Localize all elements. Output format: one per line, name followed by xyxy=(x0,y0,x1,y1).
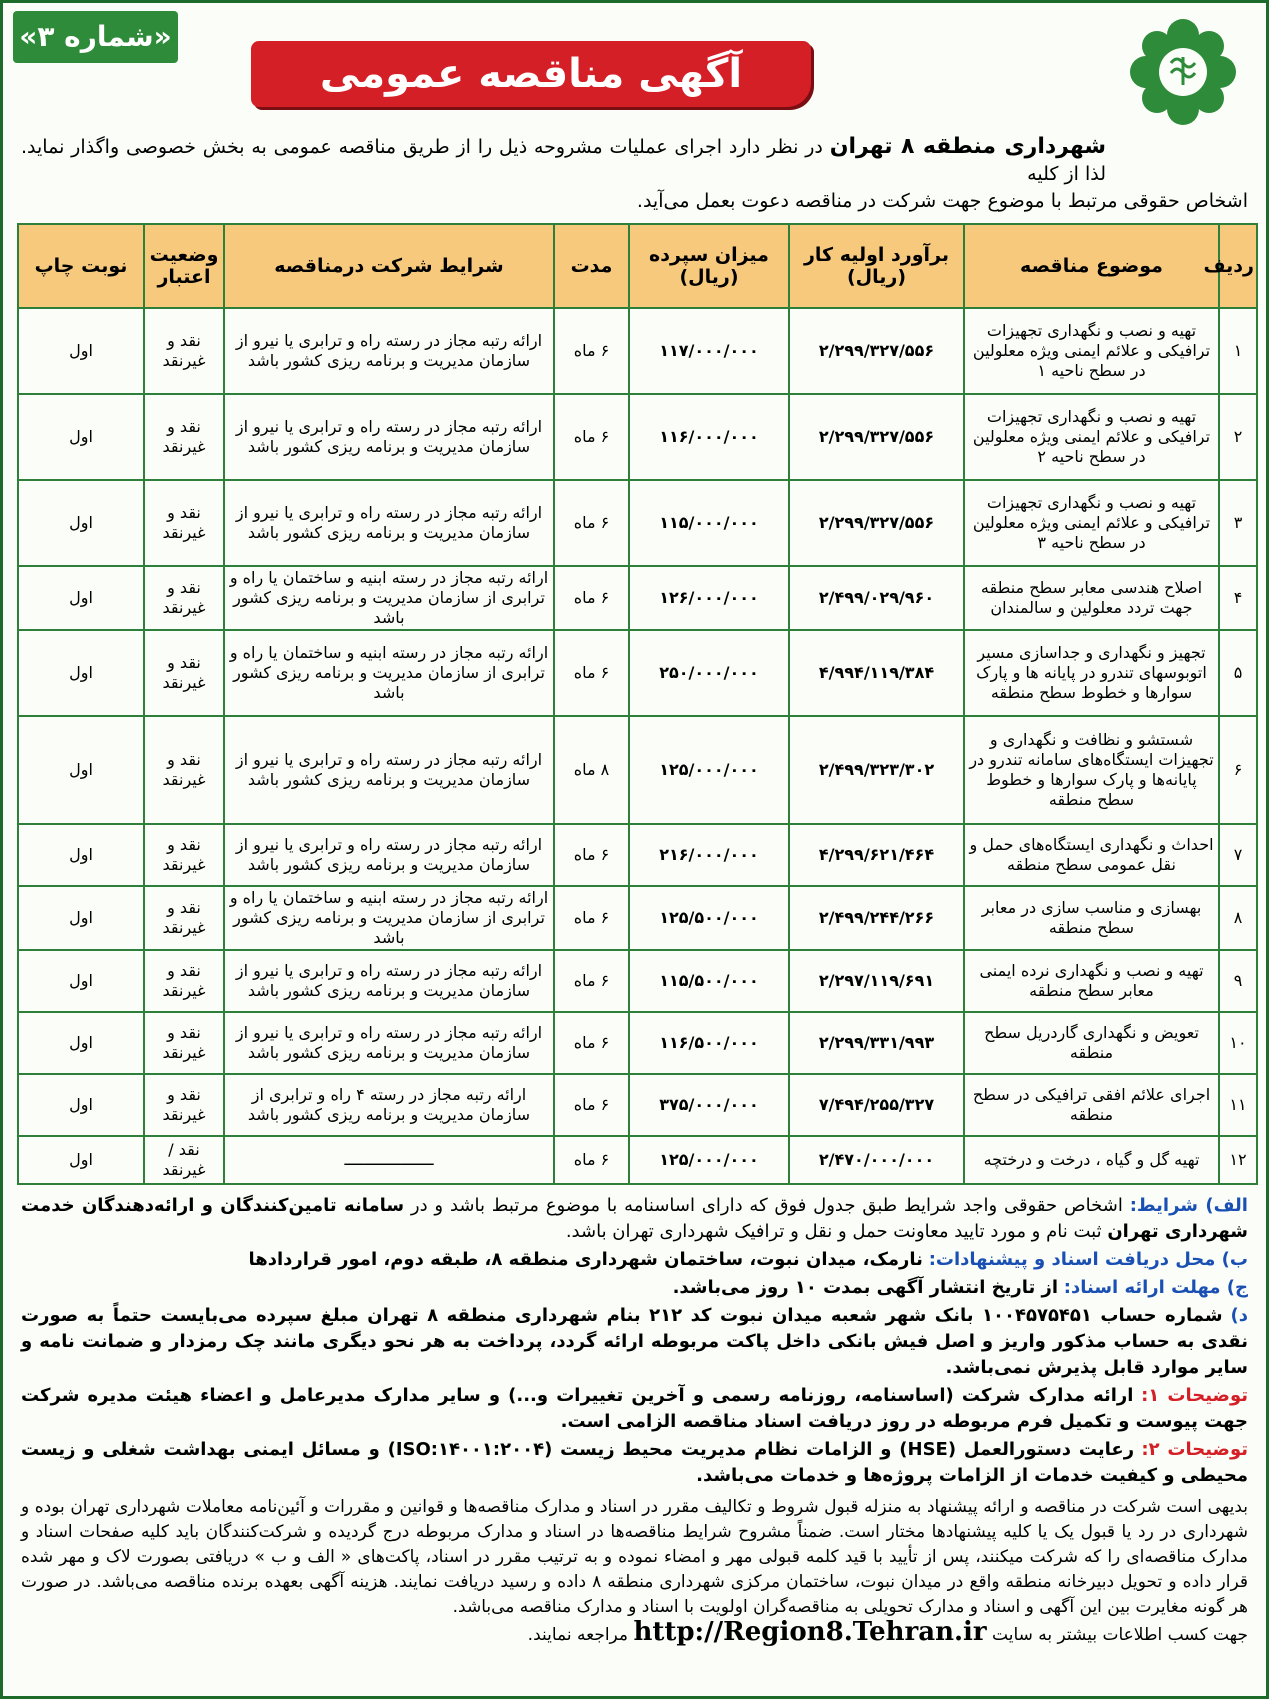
cell-credit: نقد و غیرنقد xyxy=(144,1012,224,1074)
cell-subject: بهسازی و مناسب سازی در معابر سطح منطقه xyxy=(964,886,1219,950)
footer-info-pre: جهت کسب اطلاعات بیشتر به سایت xyxy=(992,1625,1248,1645)
condition-a xyxy=(21,1193,1248,1245)
cell-subject: احداث و نگهداری ایستگاه‌های حمل و نقل عمومی سطح منطقه xyxy=(964,824,1219,886)
cell-no: ۱ xyxy=(1219,308,1257,394)
cell-print: اول xyxy=(18,394,144,480)
footer-info-line xyxy=(21,1617,1248,1648)
note-1-text: ارائه مدارک شرکت (اساسنامه، روزنامه رسمی و آخرین تغییرات و...) و سایر مدارک مدیرعامل و اعضاء هیئت مدیره شرکت جهت پیوست و تکمیل فرم مربوطه در روز دریافت اسناد مناقصه الزامی است. xyxy=(21,1385,1248,1432)
cell-credit: نقد و غیرنقد xyxy=(144,308,224,394)
cell-subject: شستشو و نظافت و نگهداری و تجهیزات ایستگاه‌های سامانه تندرو در پایانه‌ها و پارک سوارها و خطوط سطح منطقه xyxy=(964,716,1219,824)
cell-conditions: ارائه رتبه مجاز در رسته راه و ترابری یا نیرو از سازمان مدیریت و برنامه ریزی کشور باشد xyxy=(224,394,554,480)
cell-credit: نقد و غیرنقد xyxy=(144,824,224,886)
cell-subject: اصلاح هندسی معابر سطح منطقه جهت تردد معلولین و سالمندان xyxy=(964,566,1219,630)
cell-print: اول xyxy=(18,308,144,394)
cell-duration: ۶ ماه xyxy=(554,630,629,716)
cell-print: اول xyxy=(18,950,144,1012)
cell-duration: ۶ ماه xyxy=(554,824,629,886)
cell-conditions: ـــــــــــــــــــ xyxy=(224,1136,554,1184)
intro-paragraph-continued: اشخاص حقوقی مرتبط با موضوع جهت شرکت در مناقصه دعوت بعمل می‌آید. xyxy=(636,190,1248,212)
table-row xyxy=(18,950,1257,1012)
table-row xyxy=(18,824,1257,886)
organization-name: شهرداری منطقه ۸ تهران xyxy=(829,134,1106,159)
cell-credit: نقد و غیرنقد xyxy=(144,394,224,480)
cell-duration: ۸ ماه xyxy=(554,716,629,824)
cell-subject: تهیه گل و گیاه ، درخت و درختچه xyxy=(964,1136,1219,1184)
intro-paragraph xyxy=(21,133,1106,188)
cell-conditions: ارائه رتبه مجاز در رسته ابنیه و ساختمان یا راه و ترابری از سازمان مدیریت و برنامه ریزی کشور باشد xyxy=(224,566,554,630)
cell-conditions: ارائه رتبه مجاز در رسته راه و ترابری یا نیرو از سازمان مدیریت و برنامه ریزی کشور باشد xyxy=(224,1012,554,1074)
cell-estimate: ۲/۴۷۰/۰۰۰/۰۰۰ xyxy=(789,1136,964,1184)
table-row xyxy=(18,394,1257,480)
cell-credit: نقد / غیرنقد xyxy=(144,1136,224,1184)
header-credit: وضعیت اعتبار xyxy=(144,224,224,308)
condition-a-label: الف) شرایط: xyxy=(1129,1195,1248,1216)
cell-no: ۸ xyxy=(1219,886,1257,950)
cell-print: اول xyxy=(18,1074,144,1136)
cell-deposit: ۱۱۶/۰۰۰/۰۰۰ xyxy=(629,394,789,480)
cell-subject: تهیه و نصب و نگهداری تجهیزات ترافیکی و علائم ایمنی ویژه معلولین در سطح ناحیه ۱ xyxy=(964,308,1219,394)
tender-table xyxy=(17,223,1258,1185)
cell-subject: تهیه و نصب و نگهداری نرده ایمنی معابر سطح منطقه xyxy=(964,950,1219,1012)
table-row xyxy=(18,308,1257,394)
cell-no: ۷ xyxy=(1219,824,1257,886)
header-duration: مدت xyxy=(554,224,629,308)
condition-c-text: از تاریخ انتشار آگهی بمدت ۱۰ روز می‌باشد. xyxy=(672,1277,1059,1298)
cell-duration: ۶ ماه xyxy=(554,950,629,1012)
header-deposit: میزان سپرده (ریال) xyxy=(629,224,789,308)
cell-print: اول xyxy=(18,824,144,886)
cell-duration: ۶ ماه xyxy=(554,886,629,950)
table-row xyxy=(18,1012,1257,1074)
condition-b-text: نارمک، میدان نبوت، ساختمان شهرداری منطقه ۸، طبقه دوم، امور قراردادها xyxy=(248,1249,923,1270)
cell-credit: نقد و غیرنقد xyxy=(144,886,224,950)
table-row xyxy=(18,480,1257,566)
cell-no: ۲ xyxy=(1219,394,1257,480)
conditions-section xyxy=(21,1193,1248,1489)
cell-conditions: ارائه رتبه مجاز در رسته راه و ترابری یا نیرو از سازمان مدیریت و برنامه ریزی کشور باشد xyxy=(224,480,554,566)
cell-print: اول xyxy=(18,1012,144,1074)
condition-b-label: ب) محل دریافت اسناد و پیشنهادات: xyxy=(928,1249,1248,1270)
note-2 xyxy=(21,1437,1248,1489)
table-row xyxy=(18,886,1257,950)
cell-conditions: ارائه رتبه مجاز در رسته راه و ترابری یا نیرو از سازمان مدیریت و برنامه ریزی کشور باشد xyxy=(224,950,554,1012)
table-row xyxy=(18,1136,1257,1184)
cell-no: ۴ xyxy=(1219,566,1257,630)
cell-no: ۵ xyxy=(1219,630,1257,716)
cell-credit: نقد و غیرنقد xyxy=(144,716,224,824)
cell-estimate: ۴/۹۹۴/۱۱۹/۳۸۴ xyxy=(789,630,964,716)
footer-paragraph: بدیهی است شرکت در مناقصه و ارائه پیشنهاد به منزله قبول شروط و تکالیف مقرر در اسناد و مدارک مناقصه‌ها و قوانین و مقررات و آئین‌نامه معاملات شهرداری تهران بوده و شهرداری در رد یا قبول یک یا کلیه پیشنهادها مختار است. ضمناً مشروح شرایط مناقصه‌ها در اسناد و مدارک مربوطه درج گردیده و شرکت‌کنندگان باید کلیه صفحات اسناد و مدارک مناقصه‌ای را که شرکت میکنند، پس از تأیید با قید کلمه قبولی مهر و امضاء نموده و به ترتیب مقرر در اسناد، پاکت‌های « الف و ب » دریافتی بصورت لاک و مهر شده قرار داده و تحویل دبیرخانه منطقه واقع در میدان نبوت، ساختمان مرکزی شهرداری منطقه ۸ داده و رسید دریافت نمایند. هزینه آگهی بعهده برنده مناقصه می‌باشد. در صورت هر گونه مغایرت بین این آگهی و اسناد و مدارک تحویلی به مناقصه‌گران اولویت با اسناد و مدارک مناقصه می‌باشد. xyxy=(21,1497,1248,1617)
issue-number-badge: «شماره ۳» xyxy=(13,11,178,63)
cell-estimate: ۲/۲۹۹/۳۲۷/۵۵۶ xyxy=(789,308,964,394)
cell-credit: نقد و غیرنقد xyxy=(144,480,224,566)
header-estimate: برآورد اولیه کار (ریال) xyxy=(789,224,964,308)
cell-deposit: ۱۱۵/۰۰۰/۰۰۰ xyxy=(629,480,789,566)
condition-d-label: د) xyxy=(1230,1305,1249,1326)
cell-no: ۱۰ xyxy=(1219,1012,1257,1074)
cell-estimate: ۲/۴۹۹/۲۴۴/۲۶۶ xyxy=(789,886,964,950)
cell-print: اول xyxy=(18,1136,144,1184)
cell-subject: تجهیز و نگهداری و جداسازی مسیر اتوبوسهای تندرو در پایانه ها و پارک سوارها و خطوط سطح منطقه xyxy=(964,630,1219,716)
cell-print: اول xyxy=(18,630,144,716)
table-header-row xyxy=(18,224,1257,308)
cell-duration: ۶ ماه xyxy=(554,308,629,394)
cell-duration: ۶ ماه xyxy=(554,566,629,630)
header-subject: موضوع مناقصه xyxy=(964,224,1219,308)
cell-duration: ۶ ماه xyxy=(554,480,629,566)
cell-estimate: ۷/۴۹۴/۲۵۵/۳۲۷ xyxy=(789,1074,964,1136)
cell-no: ۱۱ xyxy=(1219,1074,1257,1136)
note-1-label: توضیحات ۱: xyxy=(1141,1385,1248,1406)
cell-estimate: ۲/۲۹۹/۳۲۷/۵۵۶ xyxy=(789,394,964,480)
cell-conditions: ارائه رتبه مجاز در رسته راه و ترابری یا نیرو از سازمان مدیریت و برنامه ریزی کشور باشد xyxy=(224,824,554,886)
cell-duration: ۶ ماه xyxy=(554,394,629,480)
table-row xyxy=(18,716,1257,824)
cell-subject: تهیه و نصب و نگهداری تجهیزات ترافیکی و علائم ایمنی ویژه معلولین در سطح ناحیه ۳ xyxy=(964,480,1219,566)
cell-conditions: ارائه رتبه مجاز در رسته ابنیه و ساختمان یا راه و ترابری از سازمان مدیریت و برنامه ریزی کشور باشد xyxy=(224,886,554,950)
cell-estimate: ۲/۲۹۹/۳۳۱/۹۹۳ xyxy=(789,1012,964,1074)
condition-a-bold: سامانه تامین‌کنندگان و ارائه‌دهندگان خدمت شهرداری تهران xyxy=(21,1195,1248,1242)
cell-duration: ۶ ماه xyxy=(554,1074,629,1136)
cell-conditions: ارائه رتبه مجاز در رسته راه و ترابری یا نیرو از سازمان مدیریت و برنامه ریزی کشور باشد xyxy=(224,308,554,394)
cell-estimate: ۲/۲۹۷/۱۱۹/۶۹۱ xyxy=(789,950,964,1012)
tehran-municipality-logo-icon xyxy=(1124,13,1242,131)
cell-no: ۱۲ xyxy=(1219,1136,1257,1184)
cell-deposit: ۱۱۷/۰۰۰/۰۰۰ xyxy=(629,308,789,394)
cell-subject: اجرای علائم افقی ترافیکی در سطح منطقه xyxy=(964,1074,1219,1136)
header-conditions: شرایط شرکت درمناقصه xyxy=(224,224,554,308)
cell-estimate: ۲/۴۹۹/۳۲۳/۳۰۲ xyxy=(789,716,964,824)
table-row xyxy=(18,566,1257,630)
condition-d xyxy=(21,1303,1248,1381)
cell-conditions: ارائه رتبه مجاز در رسته ۴ راه و ترابری از سازمان مدیریت و برنامه ریزی کشور باشد xyxy=(224,1074,554,1136)
cell-print: اول xyxy=(18,716,144,824)
header xyxy=(3,3,1266,111)
cell-deposit: ۱۲۶/۰۰۰/۰۰۰ xyxy=(629,566,789,630)
cell-no: ۳ xyxy=(1219,480,1257,566)
header-print: نوبت چاپ xyxy=(18,224,144,308)
cell-deposit: ۱۱۵/۵۰۰/۰۰۰ xyxy=(629,950,789,1012)
cell-print: اول xyxy=(18,480,144,566)
condition-c-label: ج) مهلت ارائه اسناد: xyxy=(1063,1277,1248,1298)
cell-credit: نقد و غیرنقد xyxy=(144,1074,224,1136)
note-2-label: توضیحات ۲: xyxy=(1141,1439,1248,1460)
condition-c xyxy=(21,1275,1248,1301)
condition-b xyxy=(21,1247,1248,1273)
cell-deposit: ۳۷۵/۰۰۰/۰۰۰ xyxy=(629,1074,789,1136)
cell-estimate: ۲/۲۹۹/۳۲۷/۵۵۶ xyxy=(789,480,964,566)
cell-subject: تهیه و نصب و نگهداری تجهیزات ترافیکی و علائم ایمنی ویژه معلولین در سطح ناحیه ۲ xyxy=(964,394,1219,480)
table-row xyxy=(18,1074,1257,1136)
cell-credit: نقد و غیرنقد xyxy=(144,566,224,630)
cell-deposit: ۱۲۵/۵۰۰/۰۰۰ xyxy=(629,886,789,950)
cell-deposit: ۱۲۵/۰۰۰/۰۰۰ xyxy=(629,716,789,824)
cell-duration: ۶ ماه xyxy=(554,1012,629,1074)
note-2-text: رعایت دستورالعمل (HSE) و الزامات نظام مدیریت محیط زیست (ISO:۱۴۰۰۱:۲۰۰۴) و مسائل ایمنی بهداشت شغلی و زیست محیطی و کیفیت خدمات از الزامات پروژه‌ها و خدمات می‌باشد. xyxy=(21,1439,1248,1486)
cell-estimate: ۲/۴۹۹/۰۲۹/۹۶۰ xyxy=(789,566,964,630)
cell-print: اول xyxy=(18,886,144,950)
cell-no: ۶ xyxy=(1219,716,1257,824)
note-1 xyxy=(21,1383,1248,1435)
banner-title: آگهی مناقصه عمومی xyxy=(251,41,811,107)
cell-estimate: ۴/۲۹۹/۶۲۱/۴۶۴ xyxy=(789,824,964,886)
condition-d-text: شماره حساب ۱۰۰۴۵۷۵۴۵۱ بانک شهر شعبه میدان نبوت کد ۲۱۲ بنام شهرداری منطقه ۸ تهران مبلغ سپرده می‌بایست حتماً به صورت نقدی به حساب مذکور واریز و اصل فیش بانکی داخل پاکت مربوطه ارائه گردد، پرداخت به هر نحو دیگری مانند چک رمزدار و ضمانت نامه و سایر موارد قابل پذیرش نمی‌باشد. xyxy=(21,1305,1248,1378)
cell-credit: نقد و غیرنقد xyxy=(144,950,224,1012)
cell-print: اول xyxy=(18,566,144,630)
cell-conditions: ارائه رتبه مجاز در رسته ابنیه و ساختمان یا راه و ترابری از سازمان مدیریت و برنامه ریزی کشور باشد xyxy=(224,630,554,716)
footer-info-post: مراجعه نمایند. xyxy=(527,1625,629,1645)
cell-deposit: ۲۵۰/۰۰۰/۰۰۰ xyxy=(629,630,789,716)
table-row xyxy=(18,630,1257,716)
footer-section xyxy=(21,1495,1248,1648)
cell-deposit: ۲۱۶/۰۰۰/۰۰۰ xyxy=(629,824,789,886)
cell-deposit: ۱۱۶/۵۰۰/۰۰۰ xyxy=(629,1012,789,1074)
cell-subject: تعویض و نگهداری گاردریل سطح منطقه xyxy=(964,1012,1219,1074)
cell-duration: ۶ ماه xyxy=(554,1136,629,1184)
cell-no: ۹ xyxy=(1219,950,1257,1012)
header-row-no: ردیف xyxy=(1219,224,1257,308)
cell-deposit: ۱۲۵/۰۰۰/۰۰۰ xyxy=(629,1136,789,1184)
condition-a-text-2: ثبت نام و مورد تایید معاونت حمل و نقل و ترافیک شهرداری تهران باشد. xyxy=(565,1221,1102,1242)
cell-conditions: ارائه رتبه مجاز در رسته راه و ترابری یا نیرو از سازمان مدیریت و برنامه ریزی کشور باشد xyxy=(224,716,554,824)
website-link[interactable]: http://Region8.Tehran.ir xyxy=(633,1617,987,1647)
cell-credit: نقد و غیرنقد xyxy=(144,630,224,716)
condition-a-text: اشخاص حقوقی واجد شرایط طبق جدول فوق که دارای اساسنامه با موضوع مرتبط باشد و در xyxy=(410,1195,1123,1216)
intro-text: در نظر دارد اجرای عملیات مشروحه ذیل را از طریق مناقصه عمومی به بخش خصوصی واگذار نماید. لذا از کلیه xyxy=(21,136,1106,185)
